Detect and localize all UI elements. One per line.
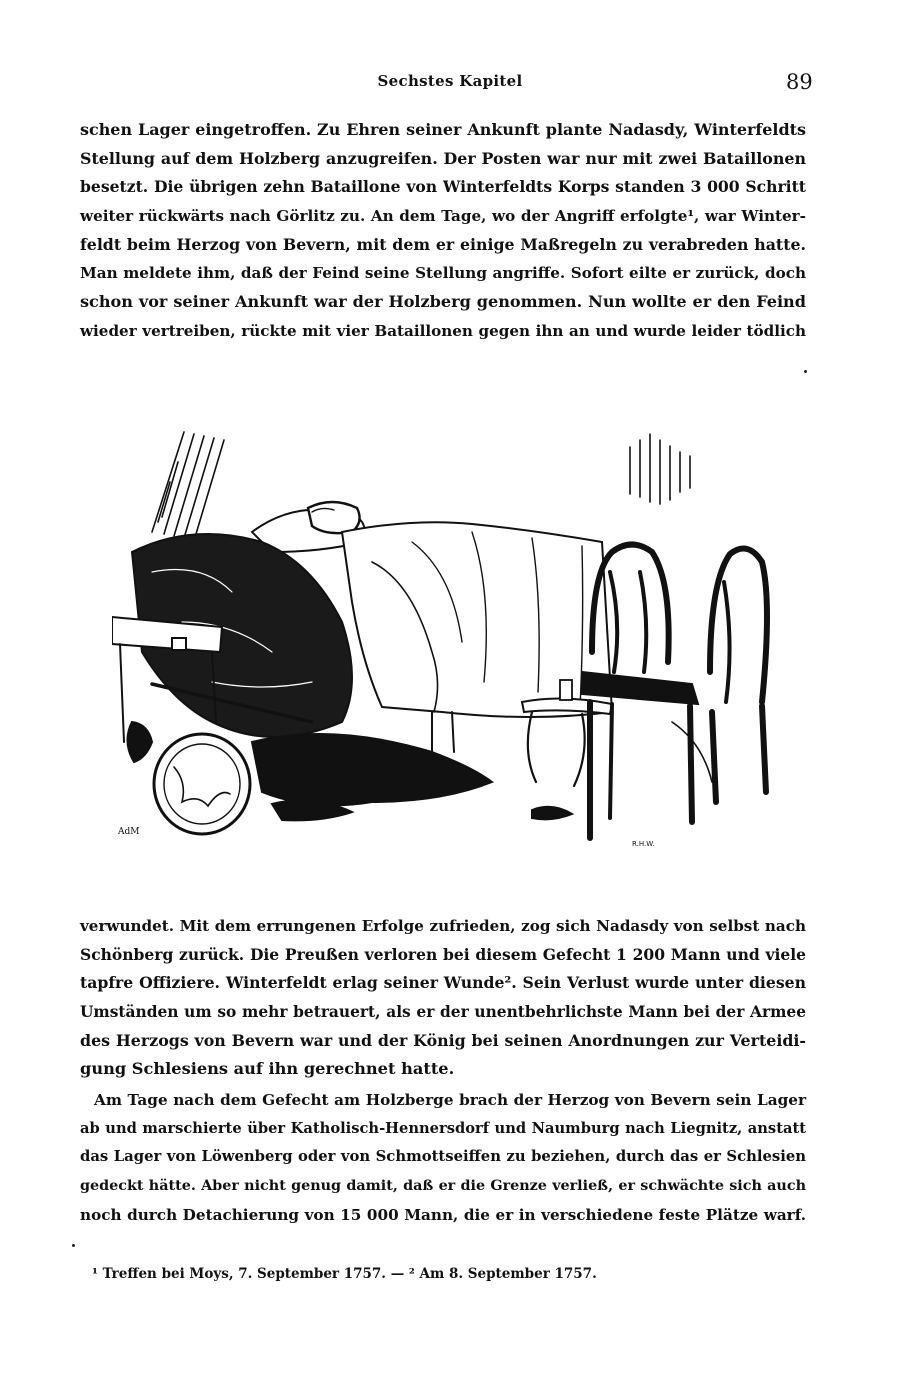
body-text-paragraph-2 bbox=[80, 1086, 806, 1229]
text-line: wieder vertreiben, rückte mit vier Bataillonen gegen ihn an und wurde leider tödlich bbox=[80, 321, 806, 340]
body-text-top bbox=[80, 116, 806, 346]
text-line: verwundet. Mit dem errungenen Erfolge zufrieden, zog sich Nadasdy von selbst nach bbox=[80, 917, 806, 935]
text-line: Stellung auf dem Holzberg anzugreifen. Der Posten war nur mit zwei Bataillonen bbox=[80, 148, 806, 168]
text-line: das Lager von Löwenberg oder von Schmottseiffen zu beziehen, durch das er Schlesien bbox=[80, 1148, 806, 1166]
text-line: noch durch Detachierung von 15 000 Mann, die er in verschiedene feste Plätze warf. bbox=[80, 1205, 806, 1224]
text-line: weiter rückwärts nach Görlitz zu. An dem Tage, wo der Angriff erfolgte¹, war Winter- bbox=[80, 207, 806, 226]
deathbed-illustration bbox=[112, 422, 784, 852]
text-line: ab und marschierte über Katholisch-Hennersdorf und Naumburg nach Liegnitz, anstatt bbox=[80, 1119, 806, 1137]
text-line: gung Schlesiens auf ihn gerechnet hatte. bbox=[80, 1059, 455, 1079]
text-line: feldt beim Herzog von Bevern, mit dem er einige Maßregeln zu verabreden hatte. bbox=[80, 234, 806, 254]
running-head: Sechstes Kapitel bbox=[377, 72, 523, 90]
text-line: besetzt. Die übrigen zehn Bataillone von Winterfeldts Korps standen 3 000 Schritt bbox=[80, 177, 806, 197]
page-number: 89 bbox=[786, 70, 813, 94]
text-line: schen Lager eingetroffen. Zu Ehren seiner Ankunft plante Nadasdy, Winterfeldts bbox=[80, 120, 806, 139]
illustration-signature-right: R.H.W. bbox=[632, 840, 655, 848]
body-text-bottom bbox=[80, 912, 806, 1084]
print-speck bbox=[804, 370, 807, 373]
text-line: Umständen um so mehr betrauert, als er der unentbehrlichste Mann bei der Armee bbox=[80, 1003, 806, 1022]
curtain-hatching bbox=[152, 432, 224, 538]
footnotes: ¹ Treffen bei Moys, 7. September 1757. — ² Am 8. September 1757. bbox=[92, 1266, 597, 1282]
text-line: des Herzogs von Bevern war und der König bei seinen Anordnungen zur Verteidi- bbox=[80, 1030, 806, 1050]
text-line: schon vor seiner Ankunft war der Holzberg genommen. Nun wollte er den Feind bbox=[80, 292, 806, 312]
text-line: gedeckt hätte. Aber nicht genug damit, daß er die Grenze verließ, er schwächte sich auch bbox=[80, 1178, 806, 1195]
print-speck bbox=[72, 1244, 75, 1247]
text-line: Am Tage nach dem Gefecht am Holzberge brach der Herzog von Bevern sein Lager bbox=[94, 1091, 806, 1109]
wall-hatching bbox=[630, 434, 690, 504]
text-line: tapfre Offiziere. Winterfeldt erlag seiner Wunde². Sein Verlust wurde unter diesen bbox=[80, 973, 806, 993]
illustration-signature-left: AdM bbox=[118, 827, 140, 837]
text-line: Schönberg zurück. Die Preußen verloren bei diesem Gefecht 1 200 Mann und viele bbox=[80, 944, 806, 964]
text-line: Man meldete ihm, daß der Feind seine Stellung angriffe. Sofort eilte er zurück, doch bbox=[80, 264, 806, 283]
